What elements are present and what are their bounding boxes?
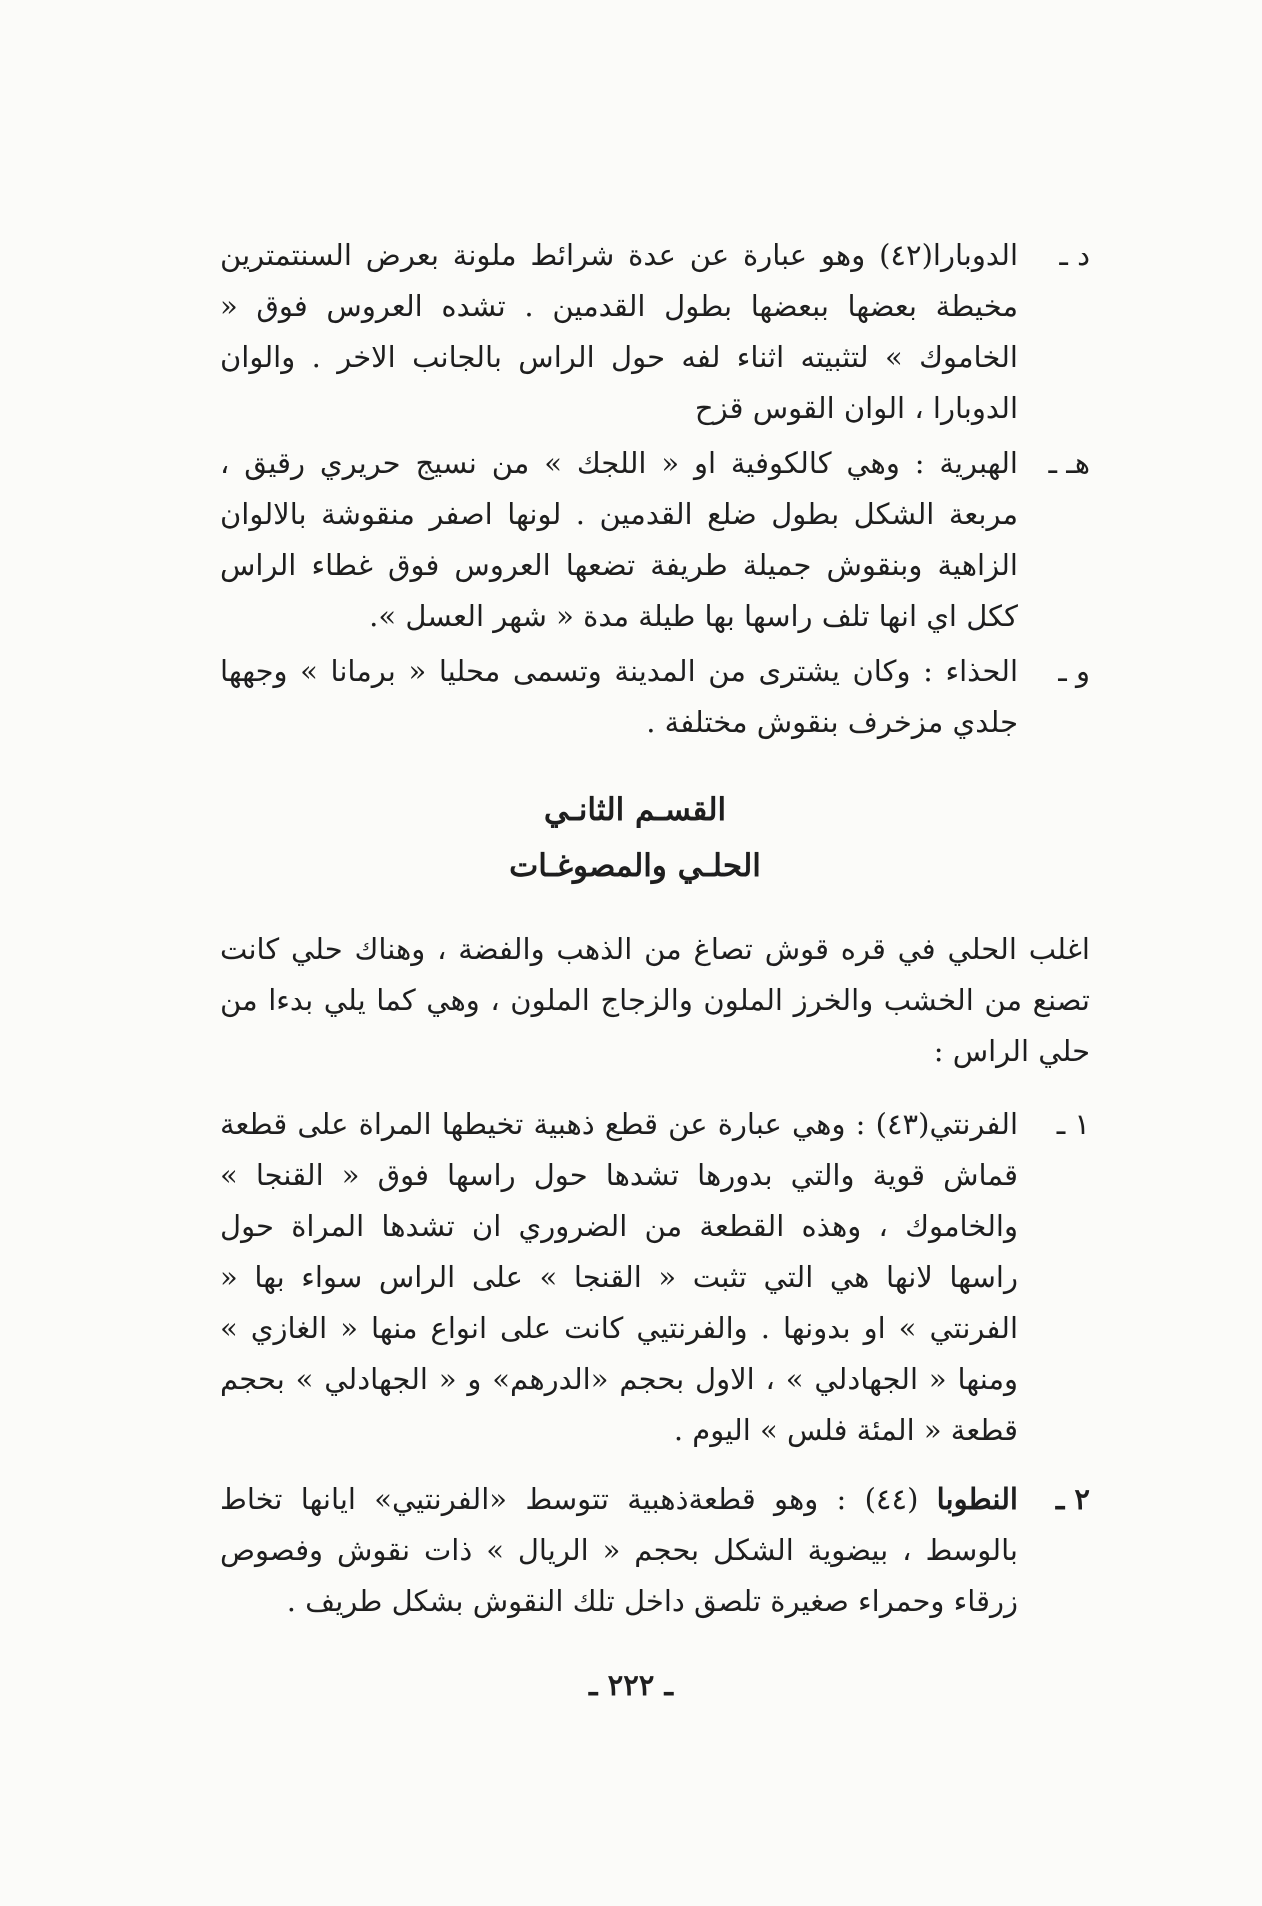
section-subtitle: الحلـي والمصوغـات — [509, 848, 761, 884]
footnote-ref: (٤٣) — [875, 1107, 930, 1141]
list-item-d — [220, 230, 1090, 434]
item-text: : وهو قطعةذهبية تتوسط «الفرنتيي» ايانها تخاط بالوسط ، بيضوية الشكل بحجم « الريال » ذات نقوش وفصوص زرقاء وحمراء صغيرة تلصق داخل تلك النقوش بشكل طريف . — [220, 1482, 1018, 1618]
list-item-h — [220, 438, 1090, 642]
item-marker: ١ ـ — [1056, 1107, 1090, 1141]
item-term: الهبرية — [939, 446, 1018, 480]
section-title: القسـم الثانـي — [543, 792, 727, 828]
footnote-ref: (٤٢) — [879, 238, 933, 272]
page-content — [220, 230, 1090, 1631]
page-number: ـ ٢٢٢ ـ — [589, 1668, 673, 1702]
item-text: : وهي عبارة عن قطع ذهبية تخيطها المراة على قطعة قماش قوية والتي بدورها تشدها حول راسها فوق « القنجا » والخاموك ، وهذه القطعة من الضروري ان تشدها المراة حول راسها لانها هي التي تثبت « القنجا » على الراس سواء بها « الفرنتي » او بدونها . والفرنتيي كانت على انواع منها « الغازي » ومنها « الجهادلي » ، الاول بحجم «الدرهم» و « الجهادلي » بحجم قطعة « المئة فلس » اليوم . — [220, 1107, 1018, 1447]
item-text: : وهي كالكوفية او « اللجك » من نسيج حريري رقيق ، مربعة الشكل بطول ضلع القدمين . لونها اصفر منقوشة بالالوان الزاهية وبنقوش جميلة طريفة تضعها العروس فوق غطاء الراس ككل اي انها تلف راسها بها طيلة مدة « شهر العسل ». — [220, 446, 1018, 633]
list-item-w — [220, 646, 1090, 748]
item-text: : وكان يشترى من المدينة وتسمى محليا « برمانا » وجهها جلدي مزخرف بنقوش مختلفة . — [220, 654, 1018, 739]
item-text: وهو عبارة عن عدة شرائط ملونة بعرض السنتمترين مخيطة بعضها ببعضها بطول القدمين . تشده العروس فوق « الخاموك » لتثبيته اثناء لفه حول الراس بالجانب الاخر . والوان الدوبارا ، الوان القوس قزح — [220, 238, 1018, 425]
item-marker: ٢ ـ — [1055, 1482, 1090, 1516]
section-heading-block — [220, 782, 1090, 894]
list-item-2 — [220, 1474, 1090, 1627]
list-item-1 — [220, 1099, 1090, 1456]
intro-paragraph: اغلب الحلي في قره قوش تصاغ من الذهب والفضة ، وهناك حلي كانت تصنع من الخشب والخرز الملون والزجاج الملون ، وهي كما يلي بدءا من حلي الراس : — [220, 932, 1090, 1068]
item-marker: د ـ — [1059, 238, 1090, 272]
item-term: الفرنتي — [929, 1107, 1018, 1141]
item-term: الدوبارا — [932, 238, 1018, 272]
item-marker: هـ ـ — [1048, 446, 1090, 480]
item-term: النطوبا — [936, 1482, 1018, 1516]
footnote-ref: (٤٤) — [864, 1482, 919, 1516]
item-marker: و ـ — [1058, 654, 1090, 688]
item-term: الحذاء — [945, 654, 1018, 688]
